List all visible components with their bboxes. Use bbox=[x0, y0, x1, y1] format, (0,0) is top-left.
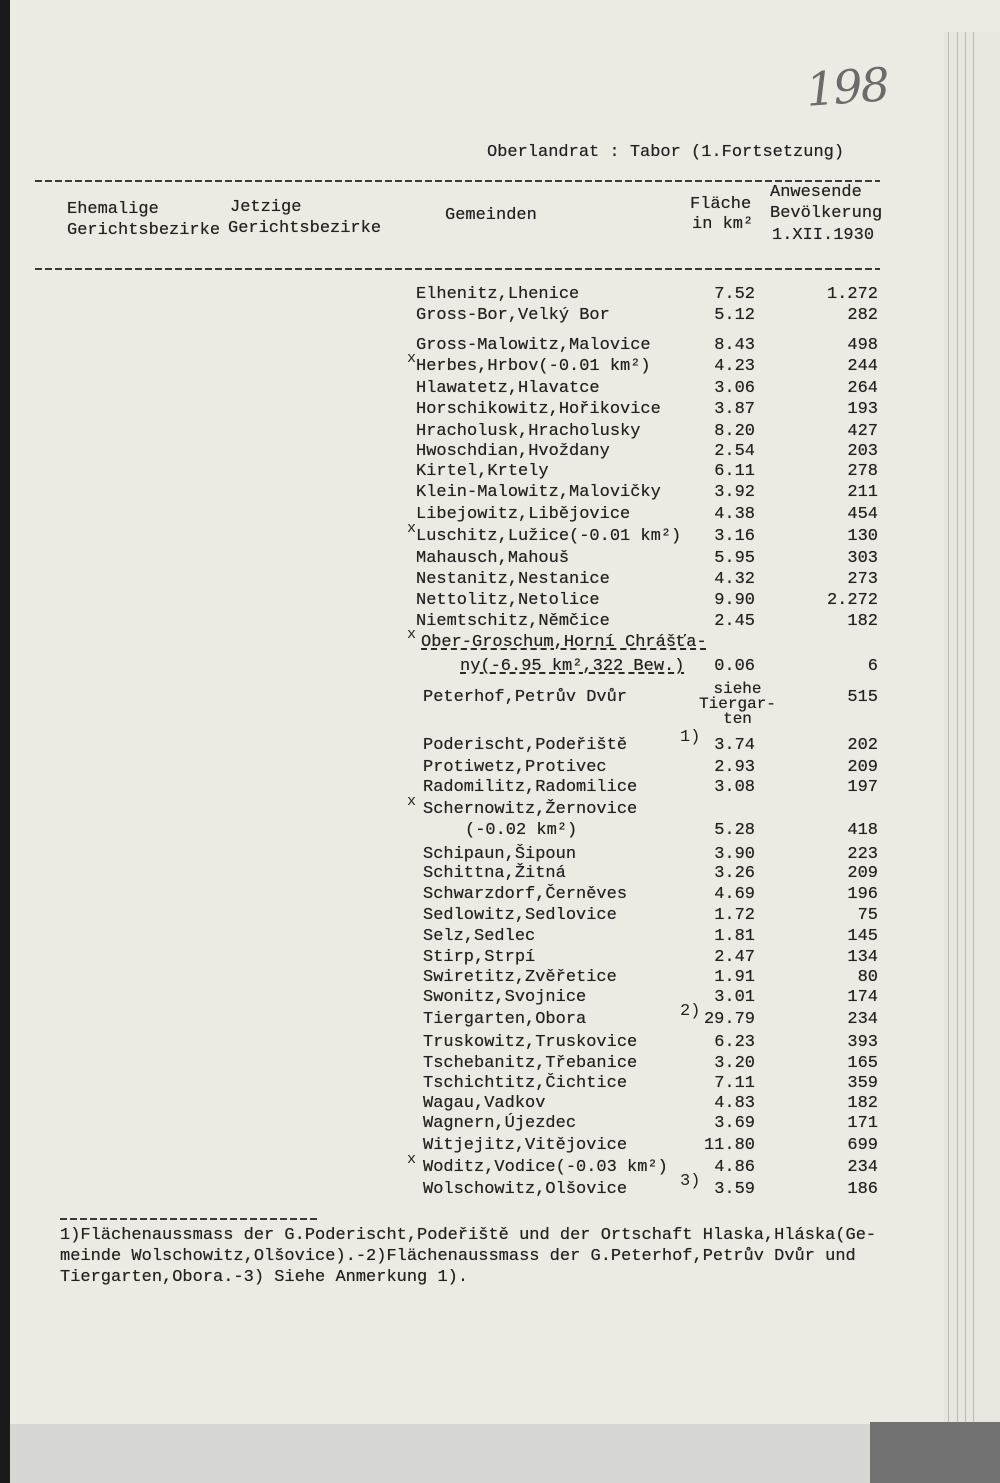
page-number: 198 bbox=[804, 57, 890, 117]
area-value: 29.79 bbox=[703, 1010, 755, 1029]
population-value: 80 bbox=[857, 968, 878, 987]
population-value: 165 bbox=[847, 1054, 878, 1073]
municipality-name: Klein-Malowitz,Malovičky bbox=[416, 483, 661, 502]
population-value: 393 bbox=[847, 1033, 878, 1052]
area-value: 8.20 bbox=[714, 422, 755, 441]
area-value: 2.47 bbox=[714, 948, 755, 967]
population-value: 202 bbox=[847, 736, 878, 755]
footnote-line: meinde Wolschowitz,Olšovice).-2)Flächenaussmass der G.Peterhof,Petrův Dvůr und bbox=[60, 1247, 856, 1266]
footnote-divider bbox=[60, 1218, 320, 1220]
area-value: 4.69 bbox=[714, 885, 755, 904]
area-value: 5.28 bbox=[714, 821, 755, 840]
population-value: 278 bbox=[847, 462, 878, 481]
population-value: 273 bbox=[847, 570, 878, 589]
population-value: 264 bbox=[847, 379, 878, 398]
col-bevoelkerung-line3: 1.XII.1930 bbox=[772, 226, 875, 245]
population-value: 223 bbox=[847, 845, 878, 864]
municipality-name: Tschichtitz,Čichtice bbox=[423, 1074, 628, 1093]
population-value: 359 bbox=[847, 1074, 878, 1093]
municipality-name: Hwoschdian,Hvoždany bbox=[416, 442, 610, 461]
area-value: 3.08 bbox=[714, 778, 755, 797]
area-value: 0.06 bbox=[714, 657, 755, 676]
col-flaeche-line1: Fläche bbox=[690, 195, 752, 214]
area-note: siehe bbox=[713, 680, 762, 698]
area-value: 3.92 bbox=[714, 483, 755, 502]
municipality-name: Peterhof,Petrův Dvůr bbox=[423, 688, 628, 707]
area-value: 7.52 bbox=[714, 285, 755, 304]
page-stack-edge bbox=[944, 32, 1000, 1424]
area-value: 7.11 bbox=[714, 1074, 755, 1093]
population-value: 174 bbox=[847, 988, 878, 1007]
area-value: 3.16 bbox=[714, 527, 755, 546]
area-value: 1.81 bbox=[714, 927, 755, 946]
area-value: 6.23 bbox=[714, 1033, 755, 1052]
municipality-name: Schwarzdorf,Černěves bbox=[423, 885, 628, 904]
divider-top bbox=[35, 180, 880, 182]
area-value: 4.38 bbox=[714, 505, 755, 524]
area-value: 4.32 bbox=[714, 570, 755, 589]
population-value: 130 bbox=[847, 527, 878, 546]
area-value: 3.06 bbox=[714, 379, 755, 398]
population-value: 427 bbox=[847, 422, 878, 441]
population-value: 1.272 bbox=[826, 285, 878, 304]
population-value: 209 bbox=[847, 864, 878, 883]
municipality-name: Nestanitz,Nestanice bbox=[416, 570, 610, 589]
area-value: 3.90 bbox=[714, 845, 755, 864]
area-note: ten bbox=[723, 710, 752, 728]
population-value: 2.272 bbox=[826, 591, 878, 610]
area-value: 3.74 bbox=[714, 736, 755, 755]
area-value: 3.20 bbox=[714, 1054, 755, 1073]
municipality-name: Selz,Sedlec bbox=[423, 927, 536, 946]
change-mark: x bbox=[407, 1151, 417, 1168]
col-flaeche-line2: in km² bbox=[692, 215, 754, 234]
change-mark: x bbox=[407, 350, 417, 367]
municipality-name: Elhenitz,Lhenice bbox=[416, 285, 580, 304]
municipality-name: Ober-Groschum,Horní Chrášťa- bbox=[421, 633, 707, 652]
col-ehemalige-line1: Ehemalige bbox=[67, 200, 159, 219]
population-value: 498 bbox=[847, 336, 878, 355]
population-value: 282 bbox=[847, 306, 878, 325]
population-value: 234 bbox=[847, 1010, 878, 1029]
population-value: 145 bbox=[847, 927, 878, 946]
footnote-line: 1)Flächenaussmass der G.Poderischt,Podeřiště und der Ortschaft Hlaska,Hláska(Ge- bbox=[60, 1226, 877, 1245]
col-gemeinden: Gemeinden bbox=[445, 206, 537, 225]
municipality-name: Libejowitz,Libějovice bbox=[416, 505, 631, 524]
footnote-line: Tiergarten,Obora.-3) Siehe Anmerkung 1). bbox=[60, 1268, 469, 1287]
scan-border-left bbox=[0, 0, 10, 1483]
col-jetzige-line2: Gerichtsbezirke bbox=[228, 219, 382, 238]
population-value: 418 bbox=[847, 821, 878, 840]
municipality-name: Hracholusk,Hracholusky bbox=[416, 422, 641, 441]
population-value: 244 bbox=[847, 357, 878, 376]
area-value: 8.43 bbox=[714, 336, 755, 355]
col-jetzige-line1: Jetzige bbox=[230, 198, 302, 217]
municipality-name: Gross-Bor,Velký Bor bbox=[416, 306, 610, 325]
col-bevoelkerung-line2: Bevölkerung bbox=[770, 204, 883, 223]
population-value: 454 bbox=[847, 505, 878, 524]
area-value: 11.80 bbox=[703, 1136, 755, 1155]
population-value: 515 bbox=[847, 688, 878, 707]
col-bevoelkerung-line1: Anwesende bbox=[770, 183, 862, 202]
population-value: 182 bbox=[847, 612, 878, 631]
area-value: 5.12 bbox=[714, 306, 755, 325]
footnote-ref: 1) bbox=[680, 728, 701, 747]
area-value: 2.93 bbox=[714, 758, 755, 777]
municipality-name: Stirp,Strpí bbox=[423, 948, 536, 967]
municipality-name: Mahausch,Mahouš bbox=[416, 549, 570, 568]
municipality-name: Witjejitz,Vitějovice bbox=[423, 1136, 628, 1155]
population-value: 134 bbox=[847, 948, 878, 967]
municipality-name: Woditz,Vodice(-0.03 km²) bbox=[423, 1158, 668, 1177]
municipality-name: Niemtschitz,Němčice bbox=[416, 612, 610, 631]
population-value: 209 bbox=[847, 758, 878, 777]
population-value: 197 bbox=[847, 778, 878, 797]
municipality-name: Herbes,Hrbov(-0.01 km²) bbox=[416, 357, 651, 376]
population-value: 203 bbox=[847, 442, 878, 461]
municipality-name: Gross-Malowitz,Malovice bbox=[416, 336, 651, 355]
municipality-name-continued: (-0.02 km²) bbox=[465, 821, 578, 840]
change-mark: x bbox=[407, 520, 417, 537]
area-value: 3.87 bbox=[714, 400, 755, 419]
municipality-name: Radomilitz,Radomilice bbox=[423, 778, 638, 797]
area-value: 6.11 bbox=[714, 462, 755, 481]
municipality-name: Schipaun,Šipoun bbox=[423, 845, 577, 864]
change-mark: x bbox=[407, 626, 417, 643]
municipality-name-continued: ny(-6.95 km²,322 Bew.) bbox=[460, 657, 685, 676]
area-value: 2.45 bbox=[714, 612, 755, 631]
area-value: 3.69 bbox=[714, 1114, 755, 1133]
municipality-name: Swiretitz,Zvěřetice bbox=[423, 968, 617, 987]
municipality-name: Schittna,Žitná bbox=[423, 864, 566, 883]
area-note: Tiergar- bbox=[699, 695, 776, 713]
area-value: 5.95 bbox=[714, 549, 755, 568]
population-value: 193 bbox=[847, 400, 878, 419]
population-value: 182 bbox=[847, 1094, 878, 1113]
municipality-name: Wolschowitz,Olšovice bbox=[423, 1180, 628, 1199]
municipality-name: Tschebanitz,Třebanice bbox=[423, 1054, 638, 1073]
municipality-name: Horschikowitz,Hořikovice bbox=[416, 400, 661, 419]
population-value: 303 bbox=[847, 549, 878, 568]
municipality-name: Tiergarten,Obora bbox=[423, 1010, 587, 1029]
municipality-name: Poderischt,Podeřiště bbox=[423, 736, 628, 755]
area-value: 1.91 bbox=[714, 968, 755, 987]
page-title: Oberlandrat : Tabor (1.Fortsetzung) bbox=[487, 143, 845, 162]
municipality-name: Sedlowitz,Sedlovice bbox=[423, 906, 617, 925]
municipality-name: Wagau,Vadkov bbox=[423, 1094, 546, 1113]
area-value: 2.54 bbox=[714, 442, 755, 461]
area-value: 3.59 bbox=[714, 1180, 755, 1199]
municipality-name: Wagnern,Újezdec bbox=[423, 1114, 577, 1133]
footnote-ref: 3) bbox=[680, 1172, 701, 1191]
population-value: 234 bbox=[847, 1158, 878, 1177]
population-value: 211 bbox=[847, 483, 878, 502]
municipality-name: Luschitz,Lužice(-0.01 km²) bbox=[416, 527, 682, 546]
population-value: 6 bbox=[867, 657, 878, 676]
col-ehemalige-line2: Gerichtsbezirke bbox=[67, 221, 221, 240]
divider-header bbox=[35, 268, 880, 270]
area-value: 4.83 bbox=[714, 1094, 755, 1113]
scan-corner bbox=[870, 1422, 1000, 1483]
area-value: 9.90 bbox=[714, 591, 755, 610]
municipality-name: Protiwetz,Protivec bbox=[423, 758, 607, 777]
area-value: 3.26 bbox=[714, 864, 755, 883]
municipality-name: Hlawatetz,Hlavatce bbox=[416, 379, 600, 398]
municipality-name: Nettolitz,Netolice bbox=[416, 591, 600, 610]
population-value: 171 bbox=[847, 1114, 878, 1133]
municipality-name: Truskowitz,Truskovice bbox=[423, 1033, 638, 1052]
change-mark: x bbox=[407, 793, 417, 810]
footnote-ref: 2) bbox=[680, 1002, 701, 1021]
population-value: 699 bbox=[847, 1136, 878, 1155]
area-value: 4.23 bbox=[714, 357, 755, 376]
population-value: 75 bbox=[857, 906, 878, 925]
area-value: 1.72 bbox=[714, 906, 755, 925]
area-value: 3.01 bbox=[714, 988, 755, 1007]
municipality-name: Schernowitz,Žernovice bbox=[423, 800, 638, 819]
municipality-name: Swonitz,Svojnice bbox=[423, 988, 587, 1007]
area-value: 4.86 bbox=[714, 1158, 755, 1177]
municipality-name: Kirtel,Krtely bbox=[416, 462, 549, 481]
scan-border-bottom bbox=[10, 1424, 870, 1483]
population-value: 186 bbox=[847, 1180, 878, 1199]
population-value: 196 bbox=[847, 885, 878, 904]
